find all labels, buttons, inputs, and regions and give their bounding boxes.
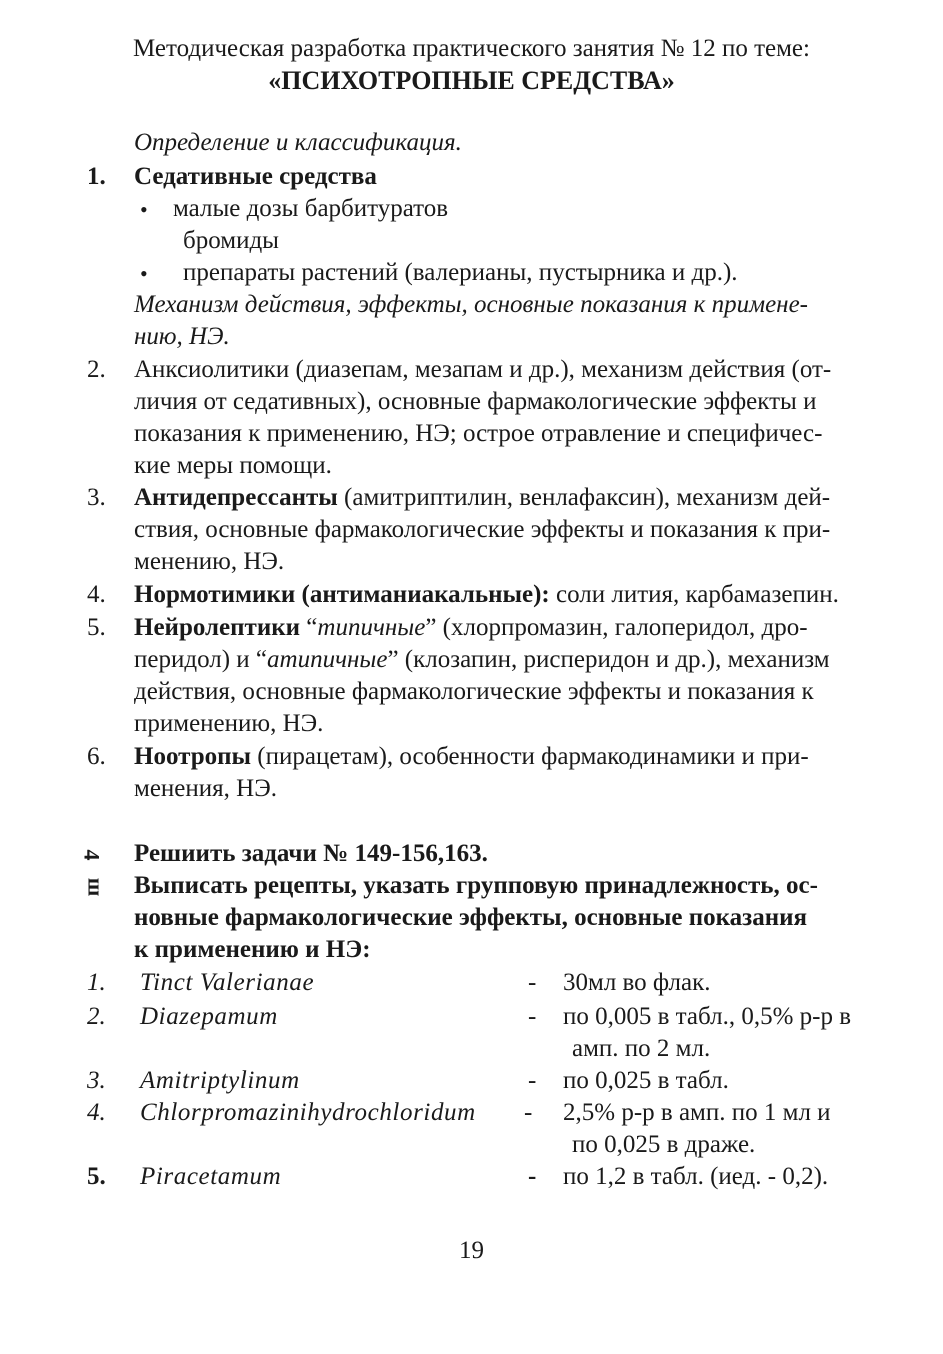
rx-2-name: Diazepamum [140,1003,278,1030]
rx-4-number: 4. [87,1099,106,1126]
section-6-line-1 [134,742,809,772]
section-6-line-1-rest: (пирацетам), особенности фармакодинамики и при- [251,743,809,770]
section-1-number: 1. [87,163,106,190]
section-4-rest: соли лития, карбамазепин. [549,581,839,608]
rx-3-dose: по 0,025 в табл. [563,1067,729,1094]
section-3-title: Антидепрессанты [134,484,338,511]
rx-4-dose: 2,5% р-р в амп. по 1 мл и [563,1099,831,1126]
header-title: «ПСИХОТРОПНЫЕ СРЕДСТВА» [268,66,675,95]
section-1-title: Седативные средства [134,163,377,190]
section-5-line-1 [134,613,808,643]
section-6-number: 6. [87,743,106,770]
section-2-number: 2. [87,356,106,383]
task-2-line-3: к применению и НЭ: [134,936,371,963]
task-marker-1-icon: 4 [79,849,105,861]
section-2-line-2: личия от седативных), основные фармакологические эффекты и [134,388,817,415]
task-1-text: Решиить задачи № 149-156,163. [134,840,488,867]
section-1-mechanism-line-1: Механизм действия, эффекты, основные показания к примене- [134,291,808,318]
section-3-line-1 [134,483,830,513]
bullet-icon: • [140,261,148,286]
rx-5-number: 5. [87,1163,106,1190]
section-5-title: Нейролептики [134,614,301,641]
rx-1-number: 1. [87,969,106,996]
section-2-line-1: Анксиолитики (диазепам, мезапам и др.), механизм действия (от- [134,356,832,383]
section-4-title: Нормотимики (антиманиакальные): [134,581,550,608]
section-6-title: Ноотропы [134,743,252,770]
section-6-line-2: менения, НЭ. [134,775,277,802]
section-2-line-4: кие меры помощи. [134,452,332,479]
section-1-bullet-2: препараты растений (валерианы, пустырника и др.). [183,259,738,286]
rx-4-name: Chlorpromazinihydrochloridum [140,1099,476,1126]
rx-3-name: Amitriptylinum [140,1067,300,1094]
task-marker-2-icon: ш [83,877,109,897]
section-3-line-1-rest: (амитриптилин, венлафаксин), механизм дей- [337,484,831,511]
section-1-bullet-1: малые дозы барбитуратов [173,195,449,222]
section-5-number: 5. [87,614,106,641]
rx-5-dose: по 1,2 в табл. (иед. - 0,2). [563,1163,829,1190]
section-3-line-2: ствия, основные фармакологические эффекты и показания к при- [134,516,831,543]
section-1-bullet-1-cont: бромиды [183,227,279,254]
task-2-line-1: Выписать рецепты, указать групповую принадлежность, ос- [134,872,818,899]
section-1-mechanism-line-2: нию, НЭ. [134,323,230,350]
rx-2-number: 2. [87,1003,106,1030]
rx-1-dash: - [528,969,537,996]
task-2-line-2: новные фармакологические эффекты, основные показания [134,904,808,931]
section-4-number: 4. [87,581,106,608]
section-5-line-2-b: ” (клозапин, рисперидон и др.), механизм [387,646,830,673]
typical-label: типичные [317,614,426,641]
rx-4-dash: - [524,1099,533,1126]
rx-2-dash: - [528,1003,537,1030]
section-5-line-4: применению, НЭ. [134,710,324,737]
rx-5-name: Piracetamum [140,1163,282,1190]
intro-text: Определение и классификация. [134,129,462,156]
atypical-label: атипичные [267,646,388,673]
rx-2-dose: по 0,005 в табл., 0,5% р-р в [563,1003,852,1030]
section-5-line-3: действия, основные фармакологические эффекты и показания к [134,678,814,705]
page-number: 19 [459,1237,484,1264]
section-3-line-3: менению, НЭ. [134,548,285,575]
quote-open: “ [300,614,318,641]
rx-3-number: 3. [87,1067,106,1094]
header-subtitle: Методическая разработка практического занятия № 12 по теме: [133,35,810,62]
rx-4-dose-cont: по 0,025 в драже. [572,1131,756,1158]
rx-1-name: Tinct Valerianae [140,969,315,996]
rx-3-dash: - [528,1067,537,1094]
section-3-number: 3. [87,484,106,511]
section-5-line-2 [134,645,830,675]
section-2-line-3: показания к применению, НЭ; острое отравление и специфичес- [134,420,823,447]
rx-5-dash: - [528,1163,537,1190]
rx-1-dose: 30мл во флак. [563,969,711,996]
section-4-line-1 [134,580,839,610]
section-5-line-1-rest: ” (хлорпромазин, галоперидол, дро- [425,614,808,641]
rx-2-dose-cont: амп. по 2 мл. [572,1035,711,1062]
section-5-line-2-a: перидол) и “ [134,646,268,673]
bullet-icon: • [140,197,148,222]
